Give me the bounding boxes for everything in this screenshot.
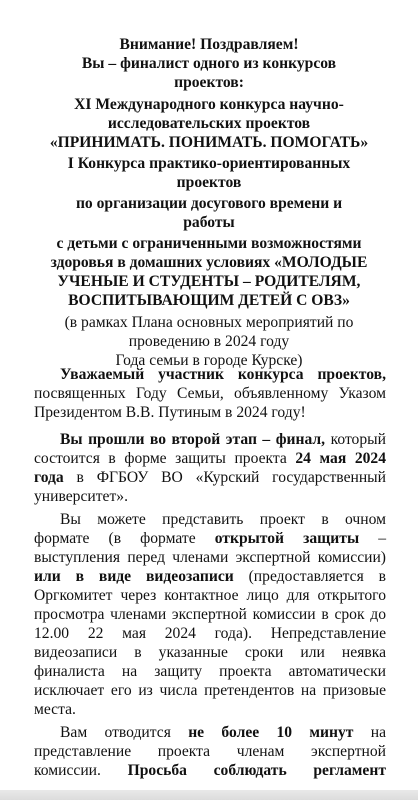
bold-text: Вы прошли во второй этап – финал, [60, 431, 326, 448]
text-line: финалиста на защиту проекта автоматически [34, 663, 386, 680]
header-line: Вы – финалист одного из конкурсов [81, 55, 337, 72]
bold-text: года [34, 469, 64, 486]
text-span: состоится в форме защиты проекта [34, 450, 296, 467]
header-line: проектов [176, 174, 242, 191]
text-span: формате (в формате [34, 530, 215, 547]
text-line: видеозаписи в указанные сроки или неявка [34, 644, 386, 661]
header-line: проведению в 2024 году [128, 333, 290, 350]
text-line: 12.00 22 мая 2024 года). Непредставление [34, 625, 386, 642]
bold-text: открытой защиты [214, 530, 360, 547]
text-line [34, 762, 386, 780]
text-line [34, 530, 386, 548]
text-line [34, 469, 386, 487]
text-line: Президентом В.В. Путиным в 2024 году! [34, 404, 306, 421]
header-line: исследовательских проектов [107, 115, 311, 132]
bold-text: или в виде видеозаписи [34, 568, 234, 585]
bold-text: Просьба соблюдать регламент [127, 762, 386, 779]
header-line: XI Международного конкурса научно- [74, 96, 344, 113]
header-line: здоровья в домашних условиях «МОЛОДЫЕ [50, 254, 368, 271]
text-line: Вы можете представить проект в очном [60, 511, 386, 528]
header-line: Года семьи в городе Курске) [115, 352, 303, 369]
text-line: просмотра членами экспертной комиссии в срок до [34, 606, 386, 623]
text-line: места. [34, 701, 76, 718]
header-line: по организации досугового времени и [75, 195, 343, 212]
text-line: Оргкомитет через контактное лицо для открытого [34, 587, 386, 604]
text-span: на [353, 724, 386, 741]
text-span: Вам отводится [60, 724, 189, 741]
header-line: ВОСПИТЫВАЮЩИМ ДЕТЕЙ С ОВЗ» [68, 292, 350, 309]
text-line [34, 568, 386, 586]
text-line [60, 724, 386, 742]
bold-text: Уважаемый участник конкурса проектов, [60, 366, 386, 383]
bold-text: не более 10 минут [188, 724, 354, 741]
bottom-toolbar-edge [0, 790, 418, 800]
header-line: (в рамках Плана основных мероприятий по [64, 314, 354, 331]
text-line: посвященных Году Семьи, объявленному Указом [34, 385, 386, 402]
text-span: который [325, 431, 386, 448]
text-line [60, 431, 386, 449]
bold-text: 24 мая 2024 [295, 450, 387, 467]
header-line: с детьми с ограниченными возможностями [56, 235, 362, 252]
text-span: в ФГБОУ ВО «Курский государственный [63, 469, 386, 486]
header-line: I Конкурса практико-ориентированных [67, 155, 351, 172]
header-line: работы [183, 214, 235, 231]
text-span: комиссии. [34, 762, 128, 779]
text-span: – [359, 530, 386, 547]
text-line: университет». [34, 488, 128, 505]
text-span: (предоставляется в [233, 568, 386, 585]
text-line: выступления перед членами экспертной комиссии) [34, 549, 386, 566]
header-line: «ПРИНИМАТЬ. ПОНИМАТЬ. ПОМОГАТЬ» [49, 134, 369, 151]
text-line [34, 450, 386, 468]
text-line: исключает его из числа претендентов на призовые [34, 682, 386, 699]
header-line: проектов: [174, 74, 244, 91]
header-line: УЧЕНЫЕ И СТУДЕНТЫ – РОДИТЕЛЯМ, [57, 273, 361, 290]
text-line [60, 366, 386, 384]
text-line: представление проекта членам экспертной [34, 743, 386, 760]
header-line: Внимание! Поздравляем! [119, 36, 299, 53]
